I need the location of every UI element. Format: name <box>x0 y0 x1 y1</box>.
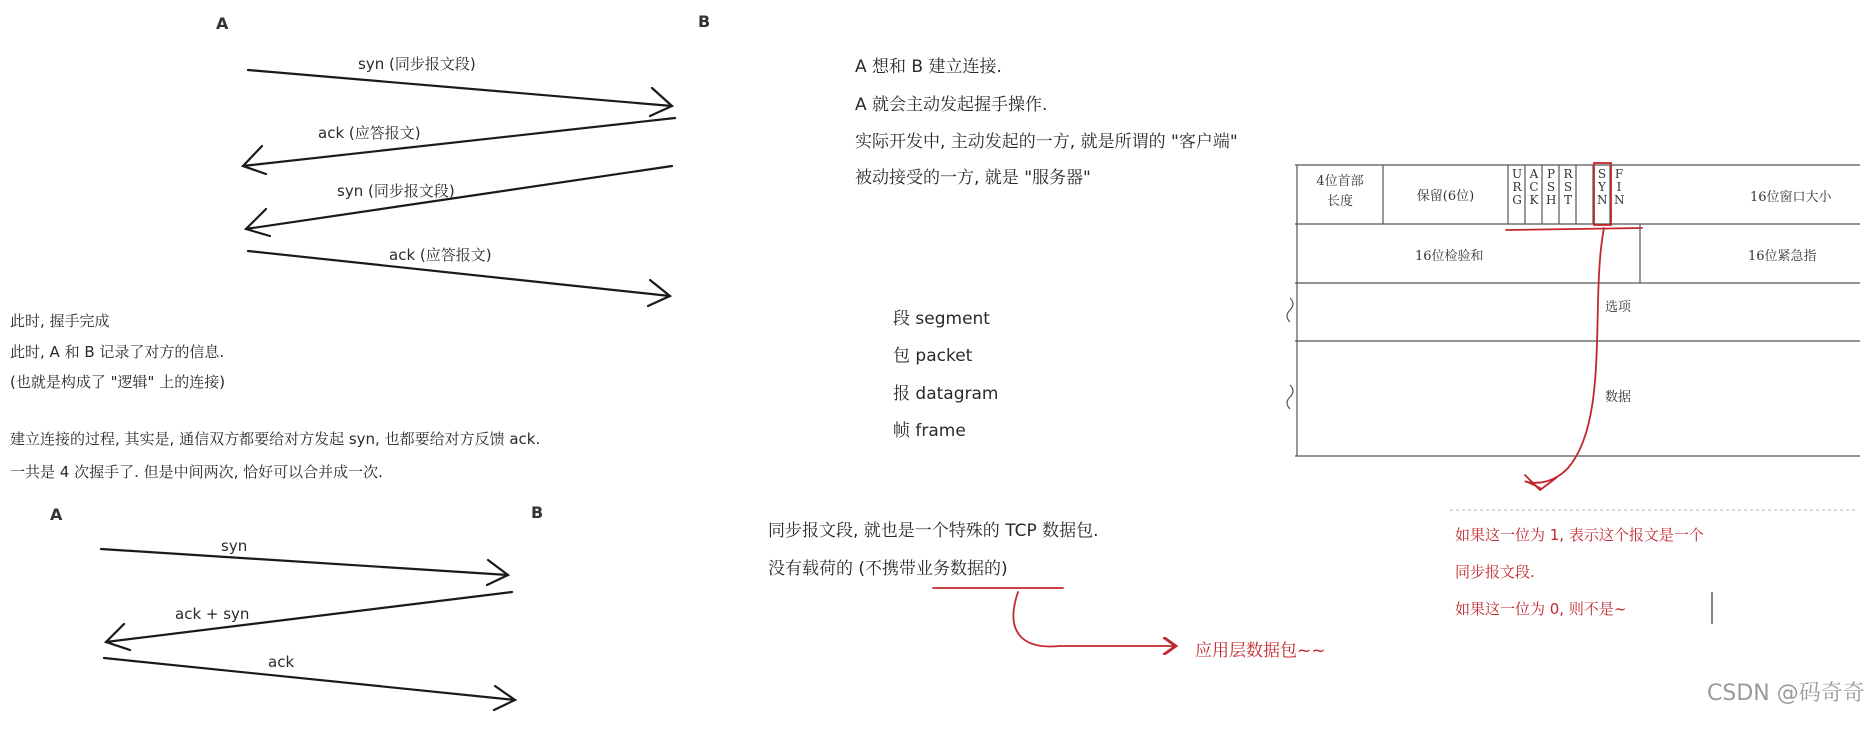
intro-note-4: 被动接受的一方, 就是 "服务器" <box>855 168 1091 188</box>
header-length-cell <box>1300 172 1380 212</box>
flag-note-1: 如果这一位为 1, 表示这个报文是一个 <box>1455 526 1704 544</box>
intro-note-1: A 想和 B 建立连接. <box>855 57 1002 77</box>
intro-note-2: A 就会主动发起握手操作. <box>855 95 1048 115</box>
flag-fin: FIN <box>1614 167 1625 207</box>
handshake4-arrows <box>243 70 675 306</box>
app-packet-note: 应用层数据包~~ <box>1195 641 1326 661</box>
flag-urg: URG <box>1512 167 1523 207</box>
flag-syn: SYN <box>1597 167 1608 207</box>
checksum-cell: 16位检验和 <box>1415 249 1484 264</box>
csdn-watermark: CSDN @码奇奇 <box>1707 681 1865 706</box>
handshake-note-1: 此时, 握手完成 <box>10 312 110 330</box>
header-length-line1: 4位首部 <box>1316 174 1364 189</box>
handshake3-arrows <box>101 549 515 710</box>
handshake-note-3: (也就是构成了 "逻辑" 上的连接) <box>10 373 226 391</box>
window-size-cell: 16位窗口大小 <box>1750 190 1832 205</box>
handshake3-msg3: ack <box>268 653 295 671</box>
urgent-pointer-cell: 16位紧急指 <box>1748 249 1817 264</box>
reserved-cell: 保留(6位) <box>1416 189 1475 204</box>
handshake-note-2: 此时, A 和 B 记录了对方的信息. <box>10 343 225 361</box>
syn-note-1: 同步报文段, 就也是一个特殊的 TCP 数据包. <box>768 521 1099 541</box>
flag-ack: ACK <box>1529 167 1539 207</box>
header-length-line2: 长度 <box>1326 194 1353 209</box>
process-note-2: 一共是 4 次握手了. 但是中间两次, 恰好可以合并成一次. <box>10 463 383 481</box>
handshake3-msg1: syn <box>221 537 248 555</box>
term-datagram: 报 datagram <box>893 384 999 404</box>
handshake4-msg2: ack (应答报文) <box>318 124 421 142</box>
syn-note-2: 没有载荷的 (不携带业务数据的) <box>768 559 1008 579</box>
flag-rst: RST <box>1563 167 1573 207</box>
handshake4-msg4: ack (应答报文) <box>389 246 492 264</box>
flag-psh: PSH <box>1546 167 1557 207</box>
handshake4-msg1: syn (同步报文段) <box>358 55 476 73</box>
party-b-label-top: B <box>698 12 711 31</box>
options-cell: 选项 <box>1605 300 1632 315</box>
flag-note-2: 同步报文段. <box>1455 563 1535 581</box>
term-packet: 包 packet <box>893 346 973 366</box>
handshake3-msg2: ack + syn <box>175 605 250 623</box>
process-note-1: 建立连接的过程, 其实是, 通信双方都要给对方发起 syn, 也都要给对方反馈 ack. <box>10 430 541 448</box>
table-break-marks <box>1287 298 1293 409</box>
party-a-label-top: A <box>216 14 229 33</box>
term-frame: 帧 frame <box>893 421 966 441</box>
term-segment: 段 segment <box>893 309 990 329</box>
flag-note-3: 如果这一位为 0, 则不是~ <box>1455 600 1627 618</box>
party-b-label-bottom: B <box>531 503 544 522</box>
data-cell: 数据 <box>1605 390 1632 405</box>
handshake4-msg3: syn (同步报文段) <box>337 182 455 200</box>
party-a-label-bottom: A <box>50 505 63 524</box>
intro-note-3: 实际开发中, 主动发起的一方, 就是所谓的 "客户端" <box>855 132 1238 152</box>
